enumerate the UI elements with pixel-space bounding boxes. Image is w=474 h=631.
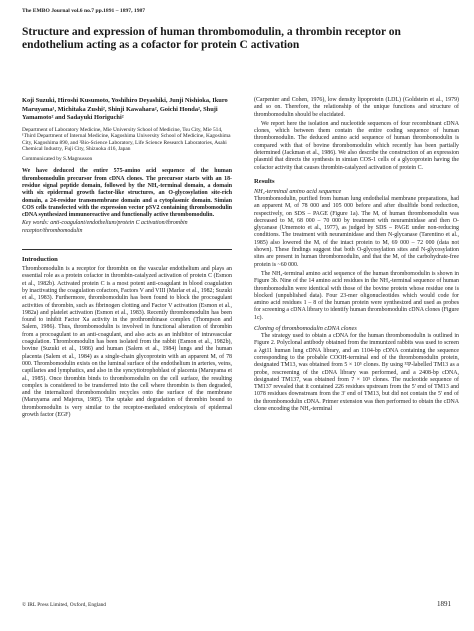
subsection-heading-nh2: NH₂-terminal amino acid sequence — [254, 187, 342, 195]
communicated-by: Communicated by S.Magnusson — [22, 156, 93, 163]
subsection-heading-cloning: Cloning of thrombomodulin cDNA clones — [254, 325, 357, 333]
keywords-text: anti-coagulant/endothelium/protein C activation/thrombin receptor/thrombomodulin — [22, 220, 188, 234]
affiliations: Department of Laboratory Medicine, Mie University School of Medicine, Tsu City, Mie 514, ¹Third Department of Internal Medicine, Kagoshima University School of Medicine, Kagoshima City, Kagoshima 890, and ²Bio-Science Laboratory, Life Science Research Laboratories, Asahi Chemical Industry, Fuji City, Shizuoka 416, Japan — [22, 126, 231, 152]
right-column — [254, 97, 459, 415]
keywords-label: Key words: — [22, 220, 49, 227]
introduction-heading: Introduction — [22, 256, 58, 264]
author-list: Koji Suzuki, Hiroshi Kusumoto, Yoshihiro Deyashiki, Junji Nishioka, Ikuro Maruyama¹, Michitaka Zushi², Shinji Kawahara², Goichi Honda², Shuji Yamamoto² and Sadayuki Horiguchi² — [22, 97, 228, 122]
article-title: Structure and expression of human thrombomodulin, a thrombin receptor on endothelium acting as a cofactor for protein C activation — [22, 26, 401, 51]
results-paragraph-2: The NH₂-terminal amino acid sequence of the human thrombomodulin is shown in Figure 3b. Nine of the 14 amino acid residues in the NH₂-terminal sequence of human thrombomodulin were identical with those of the bovine protein whose residue one is blocked (unpublished data). Four 23-mer oligonucleotides which would code for amino acid residues 1 – 8 of the human protein were synthesized and used as probes for screening a cDNA library to identify human thrombomodulin cDNA clones (Figure 1c). — [254, 270, 459, 321]
page-number: 1891 — [437, 600, 451, 608]
keywords — [22, 220, 232, 235]
running-head: The EMBO Journal vol.6 no.7 pp.1891 – 1897, 1987 — [22, 8, 146, 14]
results-paragraph-3: The strategy used to obtain a cDNA for the human thrombomodulin is outlined in Figure 2. Polyclonal antibody obtained from the immunized rabbits was used to screen a λgt11 human lung cDNA library, and an 1104-bp cDNA containing the sequence corresponding to the probable COOH-terminal end of the thrombomodulin protein, designated TM13, was obtained from 5 × 10⁵ clones. By using ³²P-labelled TM13 as a probe, rescreening of the cDNA library was performed, and a 2408-bp cDNA, designated TM137, was obtained from 7 × 10⁵ clones. The nucleotide sequence of TM137 revealed that it contained 226 residues upstream from the 5' end of TM13 and 1078 residues downstream from the 3' end of TM13, but did not contain the 5' end of the thrombomodulin cDNA. Primer extension was then performed to obtain the cDNA clone encoding the NH₂-terminal — [254, 333, 459, 412]
results-paragraph-1: Thrombomodulin, purified from human lung endothelial membrane preparations, had an apparent Mᵣ of 78 000 and 105 000 before and after disulfide bond reduction, respectively, on SDS – PAGE (Figure 1a). The Mᵣ of human thrombomodulin was decreased to Mᵣ 68 000 – 70 000 by treatment with neuraminidase and then O-glycanase (Umemoto et al., 1977), as judged by SDS – PAGE under non-reducing conditions. The treatment with neuraminidase and then N-glycanase (Tarentino et al., 1985) also lowered the Mᵣ of the intact protein to Mᵣ 69 000 – 72 000 (data not shown). These findings suggest that both O-glycosylation sites and N-glycosylation sites are present in human thrombomodulin, and that the Mᵣ of the carbohydrate-free protein is ~60 000. — [254, 195, 459, 268]
introduction-continued: (Carpenter and Cohen, 1976), low density lipoprotein (LDL) (Goldstein et al., 1979) and so on. Therefore, the relationship of the unique functions and structure of thrombomodulin should be elucidated. — [254, 97, 459, 118]
left-column — [22, 97, 232, 421]
section-divider — [22, 249, 232, 250]
introduction-paragraph: Thrombomodulin is a receptor for thrombin on the vascular endothelium and plays an essential role as a protein cofactor in thrombin-catalyzed activation of protein C (Esmon et al., 1982b). Activated protein C is a most potent anti-coagulant in blood coagulation by inactivating the coagulation cofactors, Factors V and VIII (Marlar et al., 1982; Suzuki et al., 1983). Furthermore, thrombomodulin has been found to block the procoagulant activities of thrombin, such as fibrinogen clotting and Factor V activation (Esmon et al., 1982a) and platelet activation (Esmon et al., 1983). Recently thrombomodulin has been found to inhibit Factor Xa activity in the prothrombinase complex (Thompson and Salem, 1986). Thus, thrombomodulin is involved in functional alteration of thrombin from a procoagulant to an anti-coagulant, and also acts as an inhibitor of intravascular coagulation. Thrombomodulin has been isolated from the rabbit (Esmon et al., 1982b), bovine (Suzuki et al., 1986) and human (Salem et al., 1984) lungs and the human placenta (Salem et al., 1984) as a single-chain glycoprotein with an apparent Mᵣ of 78 000. Thrombomodulin exists on the luminal surface of the endothelium in arteries, veins, capillaries and lymphatics, and also in the syncytiotrophoblast of placenta (Maruyama et al., 1985). Once thrombin binds to thrombomodulin on the cell surface, the resulting complex is considered to be transferred into the cell where thrombin is then degraded, and the internalized thrombomodulin recycles onto the surface of the membrane (Maruyama and Majerus, 1985). The uptake and degradation of thrombin bound to thrombomodulin is very similar to the receptor-mediated endocytosis of epidermal growth factor (EGF) — [22, 266, 232, 419]
introduction-paragraph-2: We report here the isolation and nucleotide sequences of four recombinant cDNA clones, which between them contain the entire coding sequence of human thrombomodulin. The deduced amino acid sequence of human thrombomodulin is compared with that of bovine thrombomodulin which recently has been partially determined (Jackman et al., 1986). We also describe the construction of an expression plasmid that directs the synthesis in simian COS-1 cells of a glycoprotein having the cofactor activity that causes thrombin-catalyzed activation of protein C. — [254, 120, 459, 171]
abstract: We have deduced the entire 575-amino acid sequence of the human thrombomodulin precursor from cDNA clones. The precursor starts with an 18-residue signal peptide domain, followed by the NH₂-terminal domain, a domain with six epidermal growth factor-like structures, an O-glycosylation site-rich domain, a 24-residue transmembrane domain and a cytoplasmic domain. Simian COS cells transfected with the expression vector pSV2 containing thrombomodulin cDNA synthesized immunoreactive and functionally active thrombomodulin. — [22, 168, 232, 219]
results-heading: Results — [254, 177, 275, 185]
copyright-notice: © IRL Press Limited, Oxford, England — [22, 602, 106, 608]
